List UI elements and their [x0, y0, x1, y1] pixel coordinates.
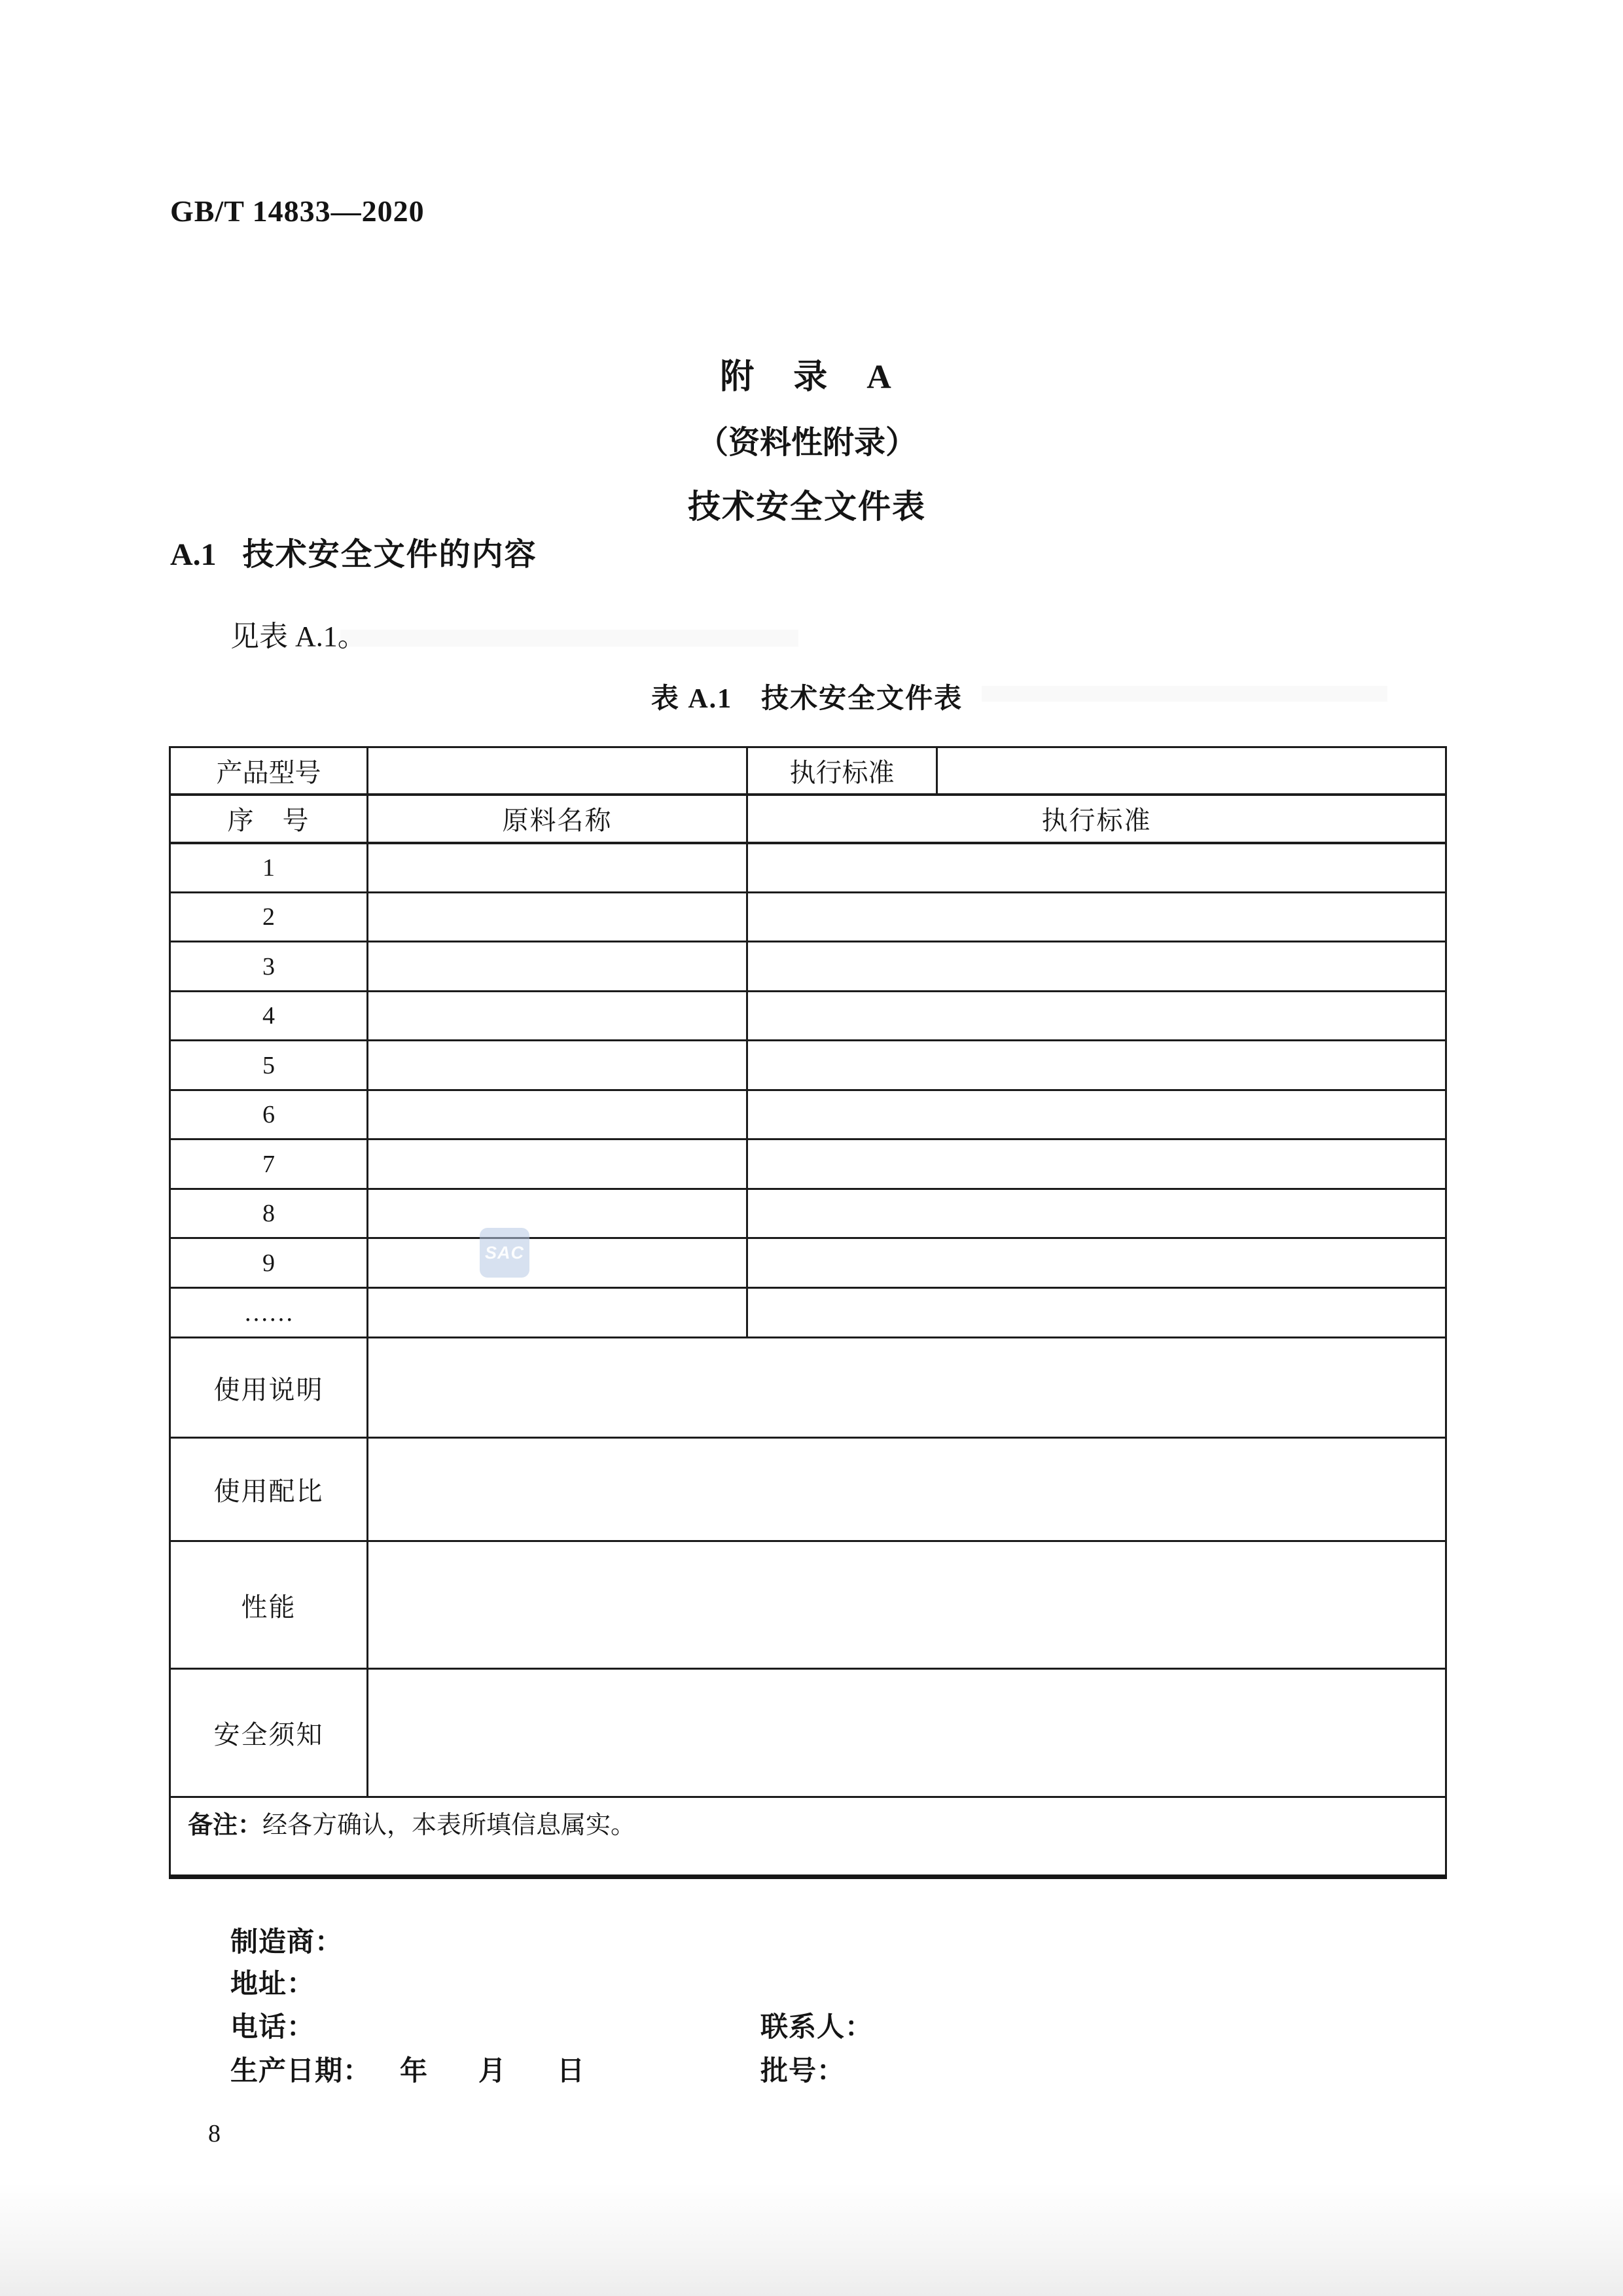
table-row [170, 1238, 1446, 1288]
standard-number: GB/T 14833—2020 [170, 194, 425, 228]
section-value-cell [368, 1541, 1446, 1669]
section-label-cell: 使用说明 [170, 1338, 368, 1438]
manufacturer-label: 制造商： [230, 1928, 344, 1958]
standard-cell [747, 893, 1446, 942]
table-row-safety-notice [170, 1669, 1446, 1797]
standard-label-cell: 执行标准 [747, 747, 937, 795]
table-row-usage-instructions [170, 1338, 1446, 1438]
row-number-cell: 9 [170, 1238, 368, 1288]
row-number-cell: 4 [170, 992, 368, 1041]
column-header-standard: 执行标准 [747, 795, 1446, 843]
section-number: A.1 [170, 537, 217, 572]
scan-streak [340, 630, 798, 647]
address-label: 地址： [230, 1969, 315, 2000]
scan-edge-shadow [0, 2181, 1623, 2296]
body-text: 见表 A.1。 [230, 620, 366, 653]
standard-cell [747, 992, 1446, 1041]
page-number: 8 [208, 2120, 221, 2147]
section-heading [170, 529, 537, 574]
row-number-cell: 6 [170, 1090, 368, 1139]
table-row [170, 893, 1446, 942]
table-row [170, 1189, 1446, 1238]
section-label-cell: 性能 [170, 1541, 368, 1669]
standard-value-cell [937, 747, 1446, 795]
material-cell [368, 1090, 747, 1139]
section-value-cell [368, 1338, 1446, 1438]
product-model-label-cell: 产品型号 [170, 747, 368, 795]
production-date-line [230, 2049, 596, 2089]
table-row [170, 1139, 1446, 1189]
appendix-title: 附 录 A [720, 359, 894, 396]
standard-cell [747, 1090, 1446, 1139]
sac-watermark: SAC [480, 1228, 529, 1278]
material-cell [368, 1041, 747, 1090]
row-number-cell: 7 [170, 1139, 368, 1189]
section-heading-text: 技术安全文件的内容 [242, 537, 537, 572]
technical-safety-document-table [169, 746, 1447, 1879]
material-cell [368, 843, 747, 893]
remark-label: 备注： [188, 1812, 263, 1839]
standard-cell [747, 1041, 1446, 1090]
standard-cell [747, 1238, 1446, 1288]
section-value-cell [368, 1669, 1446, 1797]
section-label-cell: 使用配比 [170, 1438, 368, 1541]
row-number-cell: …… [170, 1288, 368, 1338]
table-row-remark [170, 1797, 1446, 1877]
standard-cell [747, 942, 1446, 992]
table-row [170, 1090, 1446, 1139]
product-model-value-cell [368, 747, 747, 795]
standard-cell [747, 843, 1446, 893]
standard-cell [747, 1139, 1446, 1189]
standard-cell [747, 1288, 1446, 1338]
material-cell [368, 942, 747, 992]
remark-cell [170, 1797, 1446, 1877]
table-row [170, 843, 1446, 893]
table-row [170, 1041, 1446, 1090]
production-date-label: 生产日期： [230, 2056, 372, 2087]
table-header-row [170, 795, 1446, 843]
table-row-performance [170, 1541, 1446, 1669]
row-number-cell: 5 [170, 1041, 368, 1090]
contact-label: 联系人： [760, 2013, 874, 2043]
row-number-cell: 3 [170, 942, 368, 992]
batch-number-label: 批号： [760, 2056, 846, 2087]
standard-cell [747, 1189, 1446, 1238]
row-number-cell: 1 [170, 843, 368, 893]
table-row-usage-ratio [170, 1438, 1446, 1541]
row-number-cell: 8 [170, 1189, 368, 1238]
material-cell [368, 1139, 747, 1189]
table-row [170, 942, 1446, 992]
material-cell [368, 1238, 747, 1288]
date-units: 年 月 日 [400, 2056, 597, 2087]
section-value-cell [368, 1438, 1446, 1541]
table-row-ellipsis [170, 1288, 1446, 1338]
appendix-table-title: 技术安全文件表 [688, 488, 926, 525]
row-number-cell: 2 [170, 893, 368, 942]
section-label-cell: 安全须知 [170, 1669, 368, 1797]
remark-text: 经各方确认，本表所填信息属实。 [262, 1812, 636, 1839]
table-caption: 表 A.1 技术安全文件表 [651, 684, 963, 714]
column-header-no: 序 号 [170, 795, 368, 843]
table-row [170, 992, 1446, 1041]
material-cell [368, 1288, 747, 1338]
material-cell [368, 893, 747, 942]
appendix-subtitle: （资料性附录） [696, 425, 917, 460]
phone-label: 电话： [230, 2013, 315, 2043]
table-row-product-model [170, 747, 1446, 795]
material-cell [368, 992, 747, 1041]
material-cell [368, 1189, 747, 1238]
column-header-material: 原料名称 [368, 795, 747, 843]
